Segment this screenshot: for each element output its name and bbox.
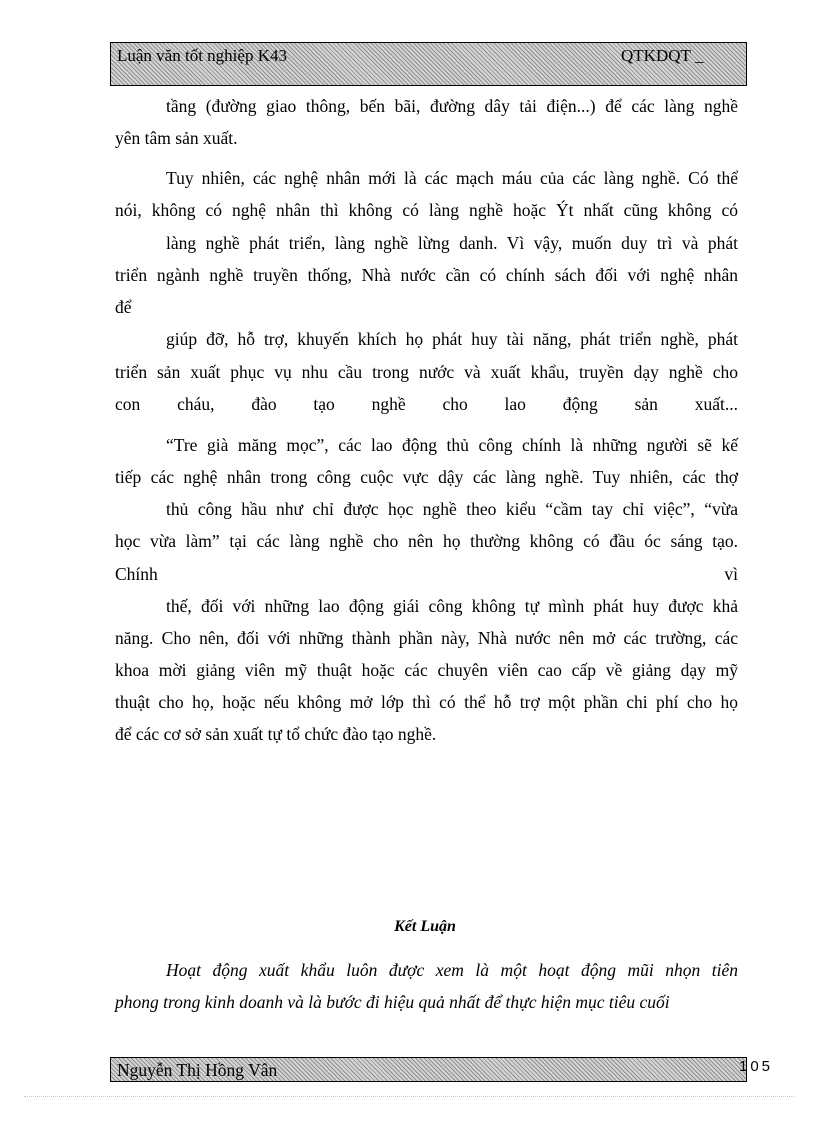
footer-author: Nguyễn Thị Hồng Vân (117, 1060, 278, 1080)
header-course-code: QTKDQT _ (621, 46, 704, 65)
body-line: Chính vì (115, 564, 738, 584)
body-line: để các cơ sở sản xuất tự tổ chức đào tạo nghề. (115, 724, 437, 744)
body-line: yên tâm sản xuất. (115, 128, 238, 148)
page-footer (110, 1057, 747, 1082)
body-line: nói, không có nghệ nhân thì không có làng nghề hoặc Ýt nhất cũng không có (115, 200, 738, 220)
page-number: 105 (739, 1058, 774, 1075)
body-line: làng nghề phát triển, làng nghề lừng danh. Vì vậy, muốn duy trì và phát (166, 233, 738, 253)
conclusion-line: phong trong kinh doanh và là bước đi hiệu quả nhất để thực hiện mục tiêu cuối (115, 992, 670, 1012)
body-line: tiếp các nghệ nhân trong công cuộc vực dậy các làng nghề. Tuy nhiên, các thợ (115, 467, 738, 487)
body-line: học vừa làm” tại các làng nghề cho nên họ thường không có đầu óc sáng tạo. (115, 531, 738, 551)
body-line: tầng (đường giao thông, bến bãi, đường dây tải điện...) để các làng nghề (166, 96, 738, 116)
body-line: giúp đỡ, hỗ trợ, khuyến khích họ phát huy tài năng, phát triển nghề, phát (166, 329, 738, 349)
page-bottom-divider (24, 1096, 794, 1097)
body-line: “Tre già măng mọc”, các lao động thủ công chính là những người sẽ kế (166, 435, 738, 455)
conclusion-line: Hoạt động xuất khẩu luôn được xem là một hoạt động mũi nhọn tiên (166, 960, 738, 980)
body-line: khoa mời giảng viên mỹ thuật hoặc các chuyên viên cao cấp về giảng dạy mỹ (115, 660, 738, 680)
conclusion-heading: Kết Luận (394, 918, 456, 935)
header-thesis-title: Luận văn tốt nghiệp K43 (117, 46, 287, 65)
body-line: Tuy nhiên, các nghệ nhân mới là các mạch máu của các làng nghề. Có thể (166, 168, 738, 188)
body-line: để (115, 297, 132, 317)
body-line: triển sản xuất phục vụ nhu cầu trong nước và xuất khẩu, truyền dạy nghề cho (115, 362, 738, 382)
body-line: thuật cho họ, hoặc nếu không mở lớp thì có thể hỗ trợ một phần chi phí cho họ (115, 692, 738, 712)
body-line: năng. Cho nên, đối với những thành phần này, Nhà nước nên mở các trường, các (115, 628, 738, 648)
body-line: con cháu, đào tạo nghề cho lao động sản xuất... (115, 394, 738, 414)
body-line: thủ công hầu như chỉ được học nghề theo kiểu “cầm tay chỉ việc”, “vừa (166, 499, 738, 519)
body-line: thế, đối với những lao động giái công không tự mình phát huy được khả (166, 596, 738, 616)
page-header (110, 42, 747, 86)
body-line: triển ngành nghề truyền thống, Nhà nước cần có chính sách đối với nghệ nhân (115, 265, 738, 285)
